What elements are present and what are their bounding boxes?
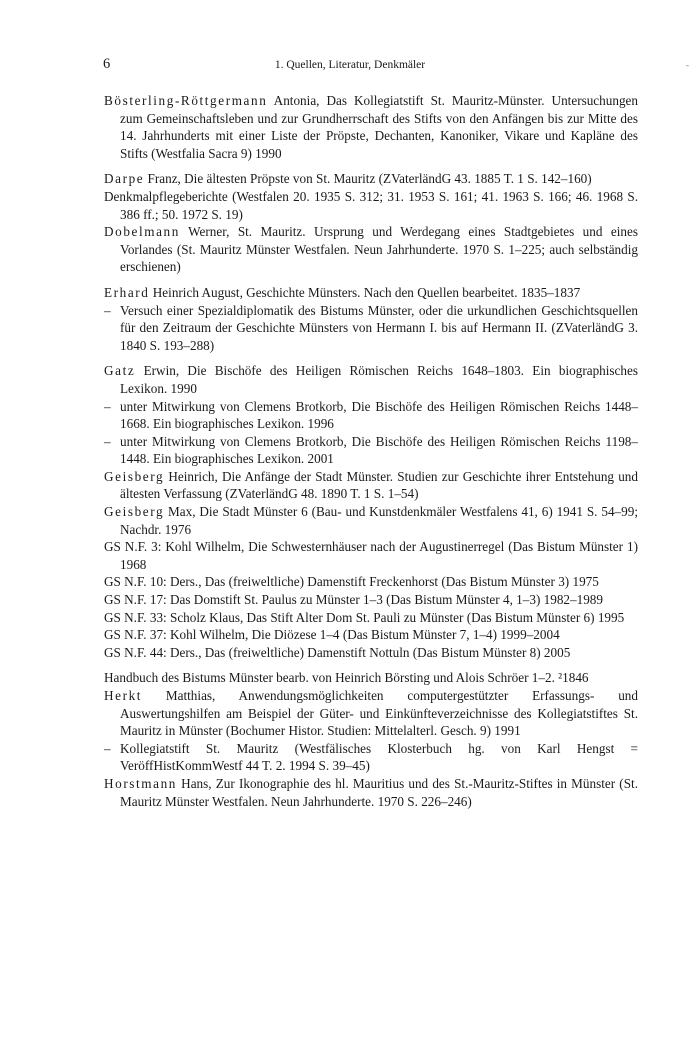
entry-author: Gatz	[104, 363, 136, 379]
bibliography-entry	[104, 775, 638, 810]
entry-author: Geisberg	[104, 504, 165, 520]
bibliography-entry	[104, 170, 638, 188]
bibliography-entry	[104, 626, 638, 644]
bibliography-entry	[104, 92, 638, 162]
entry-author: Bösterling-Röttgermann	[104, 93, 268, 108]
entry-author: Horstmann	[104, 775, 178, 791]
bibliography-entry	[104, 609, 638, 627]
entry-text: GS N.F. 37: Kohl Wilhelm, Die Diözese 1–4 (Das Bistum Münster 7, 1–4) 1999–2004	[104, 627, 560, 643]
bibliography-entry	[104, 687, 638, 740]
entry-author: Darpe	[104, 171, 145, 187]
entry-author: Erhard	[104, 284, 150, 300]
entry-text: GS N.F. 44: Ders., Das (freiweltliche) Damenstift Nottuln (Das Bistum Münster 8) 2005	[104, 644, 571, 660]
bibliography-entry	[104, 740, 638, 775]
entry-text: Franz, Die ältesten Pröpste von St. Mauritz (ZVaterländG 43. 1885 T. 1 S. 142–160)	[144, 171, 592, 187]
bibliography-entry	[104, 644, 638, 662]
bibliography-entry	[104, 398, 638, 433]
entry-author: Dobelmann	[104, 224, 180, 240]
bibliography-entry	[104, 669, 638, 687]
entry-text: Denkmalpflegeberichte (Westfalen 20. 1935 S. 312; 31. 1953 S. 161; 41. 1963 S. 166; 46. 1968 S. 386 ff.; 50. 1972 S. 19)	[104, 188, 638, 222]
entry-text: Max, Die Stadt Münster 6 (Bau- und Kunstdenkmäler Westfalens 41, 6) 1941 S. 54–99; Nachdr. 1976	[120, 504, 638, 537]
bibliography-entry	[104, 538, 638, 573]
page-number: 6	[103, 56, 111, 72]
entry-text: Antonia, Das Kollegiatstift St. Mauritz-Münster. Untersuchungen zum Gemeinschaftsleben und zur Grundherrschaft des Stifts von den Anfängen bis zur Mitte des 14. Jahrhunderts mit einer Liste der Pröpste, Dechanten, Kanoniker, Vikare und Kapläne des Stifts (Westfalia Sacra 9) 1990	[120, 93, 638, 161]
entry-text: GS N.F. 17: Das Domstift St. Paulus zu Münster 1–3 (Das Bistum Münster 4, 1–3) 1982–1989	[104, 592, 603, 608]
entry-text: Handbuch des Bistums Münster bearb. von Heinrich Börsting und Alois Schröer 1–2. ²1846	[104, 670, 589, 686]
entry-text: unter Mitwirkung von Clemens Brotkorb, Die Bischöfe des Heiligen Römischen Reichs 1198–1448. Ein biographisches Lexikon. 2001	[120, 433, 638, 467]
entry-author: Herkt	[104, 688, 143, 703]
entry-text: Werner, St. Mauritz. Ursprung und Werdegang eines Stadtgebietes und eines Vorlandes (St. Mauritz Münster Westfalen. Neun Jahrhunderte. 1970 S. 1–225; auch selbständig erschienen)	[120, 224, 638, 275]
entry-text: Heinrich August, Geschichte Münsters. Nach den Quellen bearbeitet. 1835–1837	[149, 284, 581, 300]
bibliography-entry	[104, 591, 638, 609]
entry-author: Geisberg	[104, 468, 165, 484]
running-head: 1. Quellen, Literatur, Denkmäler	[274, 59, 426, 71]
entry-text: GS N.F. 33: Scholz Klaus, Das Stift Alter Dom St. Pauli zu Münster (Das Bistum Münster 6) 1995	[104, 609, 625, 625]
entry-text: GS N.F. 10: Ders., Das (freiweltliche) Damenstift Freckenhorst (Das Bistum Münster 3) 1975	[104, 574, 599, 590]
bibliography-entry	[104, 284, 638, 302]
bibliography-entry	[104, 302, 638, 355]
bibliography-entry	[104, 188, 638, 223]
entry-text: Erwin, Die Bischöfe des Heiligen Römischen Reichs 1648–1803. Ein biographisches Lexikon. 1990	[120, 363, 638, 396]
bibliography-list	[104, 92, 638, 810]
entry-text: GS N.F. 3: Kohl Wilhelm, Die Schwesternhäuser nach der Augustinerregel (Das Bistum Münster 1) 1968	[104, 539, 638, 572]
bibliography-entry	[104, 468, 638, 503]
entry-text: Matthias, Anwendungsmöglichkeiten computergestützter Erfassungs- und Auswertungshilfen am Beispiel der Güter- und Einkünfteverzeichnisse des Kollegiatstiftes St. Mauritz in Münster (Bochumer Histor. Studien: Mittelalterl. Gesch. 9) 1991	[120, 688, 638, 739]
entry-text: Hans, Zur Ikonographie des hl. Mauritius und des St.-Mauritz-Stiftes in Münster (St. Mauritz Münster Westfalen. Neun Jahrhunderte. 1970 S. 226–246)	[120, 775, 638, 809]
bibliography-entry	[104, 503, 638, 538]
bibliography-entry	[104, 573, 638, 591]
entry-text: unter Mitwirkung von Clemens Brotkorb, Die Bischöfe des Heiligen Römischen Reichs 1448–1668. Ein biographisches Lexikon. 1996	[120, 398, 638, 432]
entry-text: Heinrich, Die Anfänge der Stadt Münster. Studien zur Geschichte ihrer Entstehung und ältesten Verfassung (ZVaterländG 48. 1890 T. 1 S. 1–54)	[120, 468, 638, 502]
bibliography-entry	[104, 433, 638, 468]
bibliography-entry	[104, 223, 638, 276]
entry-text: Kollegiatstift St. Mauritz (Westfälisches Klosterbuch hg. von Karl Hengst = VeröffHistKommWestf 44 T. 2. 1994 S. 39–45)	[120, 740, 638, 774]
edge-mark: -	[686, 60, 689, 70]
entry-text: Versuch einer Spezialdiplomatik des Bistums Münster, oder die urkundlichen Geschichtsquellen für den Zeitraum der Geschichte Münsters von Hermann I. bis auf Hermann II. (ZVaterländG 3. 1840 S. 193–288)	[120, 302, 638, 353]
bibliography-entry	[104, 362, 638, 397]
